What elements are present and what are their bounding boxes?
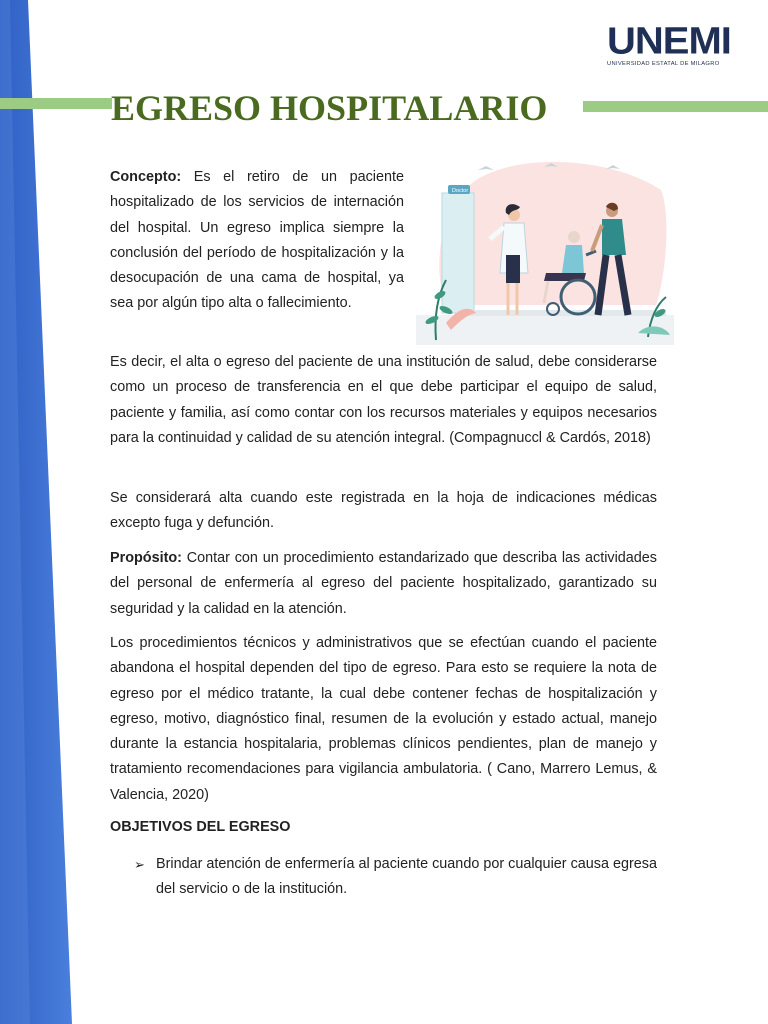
- logo-wordmark: UNEMI: [607, 20, 731, 62]
- concept-label: Concepto:: [110, 169, 182, 185]
- purpose-label: Propósito:: [110, 550, 182, 566]
- objectives-heading: OBJETIVOS DEL EGRESO: [110, 819, 291, 835]
- concept-paragraph: [110, 165, 404, 317]
- arrow-bullet-icon: ➢: [134, 857, 145, 872]
- discharge-criteria-paragraph: Se considerará alta cuando este registrada en la hoja de indicaciones médicas excepto fuga y defunción.: [110, 490, 657, 532]
- procedures-paragraph: Los procedimientos técnicos y administrativos que se efectúan cuando el paciente abandona el hospital dependen del tipo de egreso. Para esto se requiere la nota de egreso por el médico tratante, la cual debe contener fechas de hospitalización y egreso, motivo, diagnóstico final, resumen de la evolución y estado actual, manejo durante la estancia hospitalaria, problemas clínicos pendientes, plan de manejo y tratamiento recomendaciones para vigilancia ambulatoria. ( Cano, Marrero Lemus, & Valencia, 2020): [110, 635, 657, 803]
- purpose-paragraph: [110, 546, 657, 622]
- purpose-text: Contar con un procedimiento estandarizado que describa las actividades del personal de enfermería al egreso del paciente hospitalizado, garantizado su seguridad y la calidad en la atención.: [110, 550, 657, 617]
- objective-list-item: [134, 852, 657, 903]
- green-accent-bar-right: [583, 101, 768, 112]
- unemi-logo: [607, 22, 753, 67]
- blue-side-band: [0, 0, 120, 1024]
- hospital-discharge-illustration: [416, 155, 674, 345]
- green-accent-bar-left: [0, 98, 112, 109]
- page-title: EGRESO HOSPITALARIO: [111, 88, 548, 128]
- logo-subtitle: UNIVERSIDAD ESTATAL DE MILAGRO: [607, 61, 720, 67]
- concept-text: Es el retiro de un paciente hospitalizado de los servicios de internación del hospital. Un egreso implica siempre la conclusión del período de hospitalización y la desocupación de una cama de hospital, ya sea por algún tipo alta o fallecimiento.: [110, 169, 404, 312]
- discharge-process-paragraph: Es decir, el alta o egreso del paciente de una institución de salud, debe considerarse como un proceso de transferencia en el que debe participar el equipo de salud, paciente y familia, así como contar con los recursos materiales y equipos necesarios para la continuidad y calidad de su atención integral. (Compagnuccl & Cardós, 2018): [110, 354, 657, 446]
- door-sign-label: Doctor: [452, 188, 469, 194]
- objective-text: Brindar atención de enfermería al paciente cuando por cualquier causa egresa del servicio o de la institución.: [156, 856, 657, 898]
